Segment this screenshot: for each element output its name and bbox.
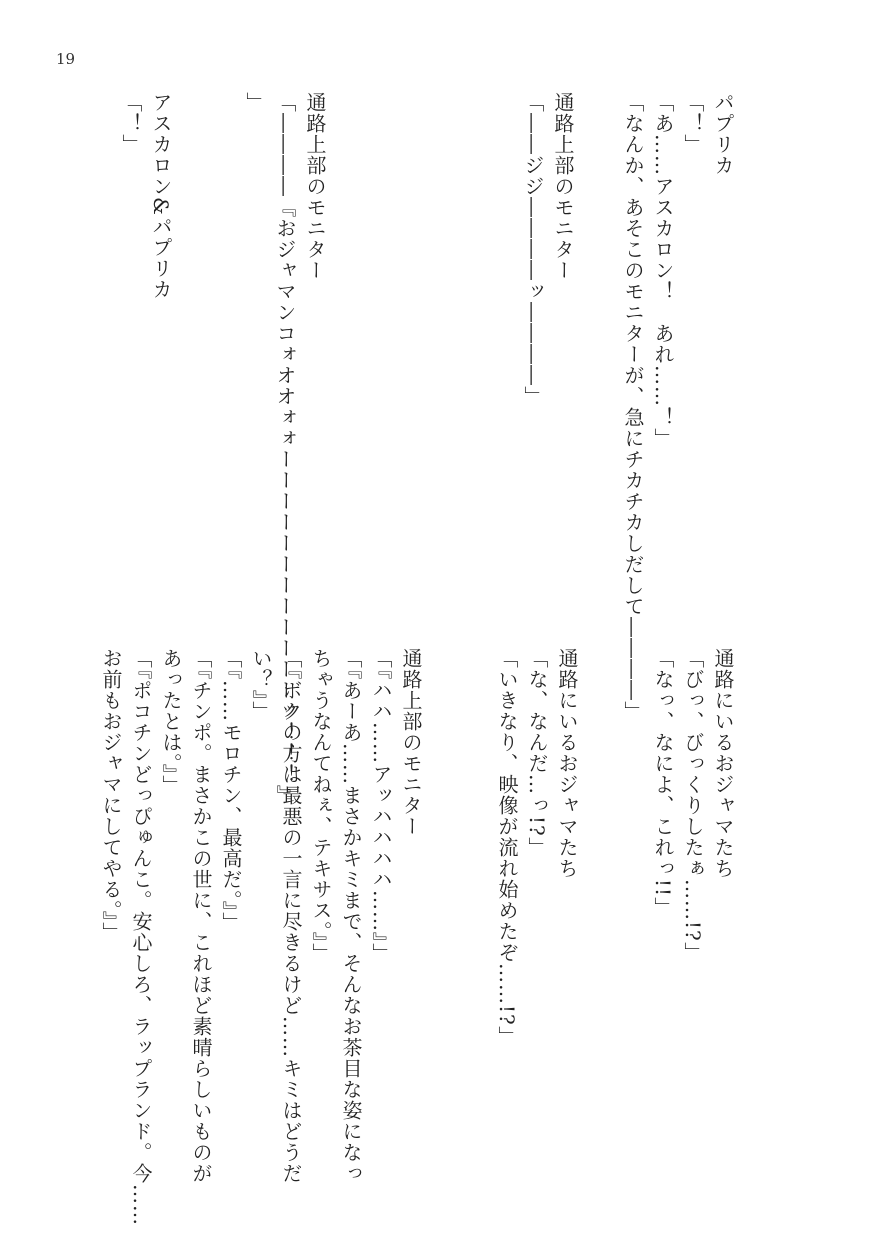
dialogue-line: 「『……モロチン、最高だ。』」 bbox=[219, 648, 243, 933]
dialogue-line: 「『ボクの方は最悪の一言に尽きるけど……キミはどうだ bbox=[279, 648, 303, 1184]
dialogue-line: 「！」 bbox=[119, 92, 143, 155]
dialogue-line: 「『ポコチンどっぴゅんこ。安心しろ、ラップランド。今…… bbox=[129, 648, 153, 1226]
speaker-label: アスカロン&パプリカ bbox=[149, 92, 173, 300]
dialogue-line: 「な、なんだ…っ!?」 bbox=[525, 648, 549, 858]
dialogue-line: 「――ジジ――――ッ――――」 bbox=[521, 92, 545, 407]
speaker-label: パプリカ bbox=[711, 92, 735, 176]
page-number: 19 bbox=[56, 50, 76, 68]
speaker-label: 通路上部のモニター bbox=[399, 648, 423, 837]
dialogue-line: お前もおジャマにしてやる。』」 bbox=[99, 648, 123, 943]
speaker-label: 通路上部のモニター bbox=[303, 92, 327, 281]
dialogue-line: 「『あーあ……まさかキミまで、そんなお茶目な姿になっ bbox=[339, 648, 363, 1184]
dialogue-line: 「いきなり、映像が流れ始めたぞ……!?」 bbox=[495, 648, 519, 1047]
dialogue-line: 「あ……アスカロン！ あれ……！」 bbox=[651, 92, 675, 449]
dialogue-line: 「『ハハ……アッハハハハ……』」 bbox=[369, 648, 393, 964]
dialogue-line: 「――――『おジャマンコォオオォォーーーーーーーーーーーーッ！！！』 bbox=[273, 92, 297, 806]
speaker-label: 通路にいるおジャマたち bbox=[555, 648, 579, 879]
dialogue-line: 「『チンポ。まさかこの世に、これほど素晴らしいものが bbox=[189, 648, 213, 1184]
dialogue-line: 」 bbox=[243, 92, 267, 113]
dialogue-line: 「なっ、なによ、これっ!!」 bbox=[651, 648, 675, 919]
dialogue-line: 「びっ、びっくりしたぁ……!?」 bbox=[681, 648, 705, 963]
dialogue-line: あったとは。』」 bbox=[159, 648, 183, 796]
dialogue-line: 「！」 bbox=[681, 92, 705, 155]
dialogue-line: ちゃうなんてねぇ、テキサス。』」 bbox=[309, 648, 333, 964]
dialogue-line: い？』」 bbox=[249, 648, 273, 722]
speaker-label: 通路上部のモニター bbox=[551, 92, 575, 281]
dialogue-line: 「なんか、あそこのモニターが、急にチカチカしだして――――」 bbox=[621, 92, 645, 722]
speaker-label: 通路にいるおジャマたち bbox=[711, 648, 735, 879]
